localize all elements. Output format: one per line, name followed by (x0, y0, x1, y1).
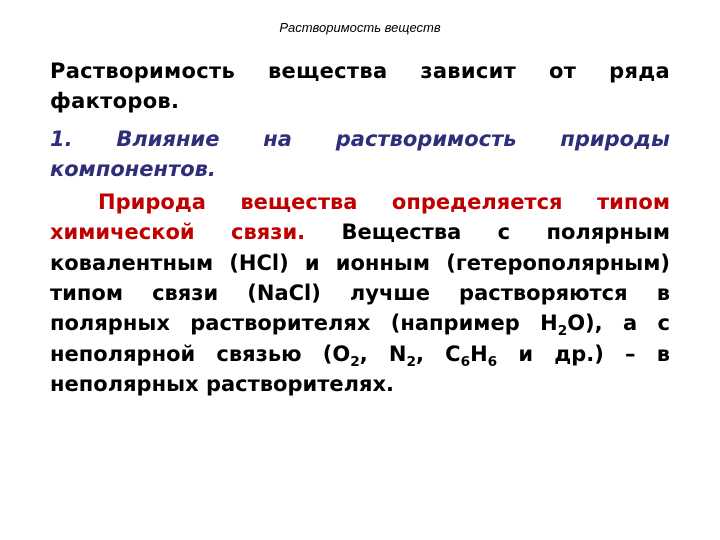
indent-spacer (50, 190, 98, 214)
factor-heading: 1. Влияние на растворимость природы компонентов. (50, 126, 670, 181)
intro-paragraph: Растворимость вещества зависит от ряда факторов. (50, 59, 670, 114)
subscript-c6: 6 (460, 353, 471, 370)
body-text-after-h2o: O), а с неполярной связью (O (50, 311, 670, 366)
subscript-n2: 2 (406, 353, 416, 370)
body-text-n: , N (359, 341, 407, 366)
formula-c: C (445, 341, 461, 366)
explanation-paragraph (50, 187, 670, 399)
body-text-start: Вещества с полярным ковалентным (HCl) и ионным (гетерополярным) типом связи (NaCl) лучше растворяются в полярных растворителях (например H (50, 220, 670, 336)
comma: , (415, 341, 424, 366)
highlight-text: Природа вещества определяется типом химической связи. (50, 190, 670, 245)
body-text-tail: и др.) – в неполярных растворителях. (50, 341, 670, 396)
slide-header: Растворимость веществ (279, 20, 441, 35)
slide-content (50, 56, 670, 399)
subscript-o2: 2 (350, 353, 360, 370)
subscript-h2o: 2 (557, 323, 568, 340)
subscript-h6: 6 (487, 353, 498, 370)
formula-h: H (470, 341, 488, 366)
